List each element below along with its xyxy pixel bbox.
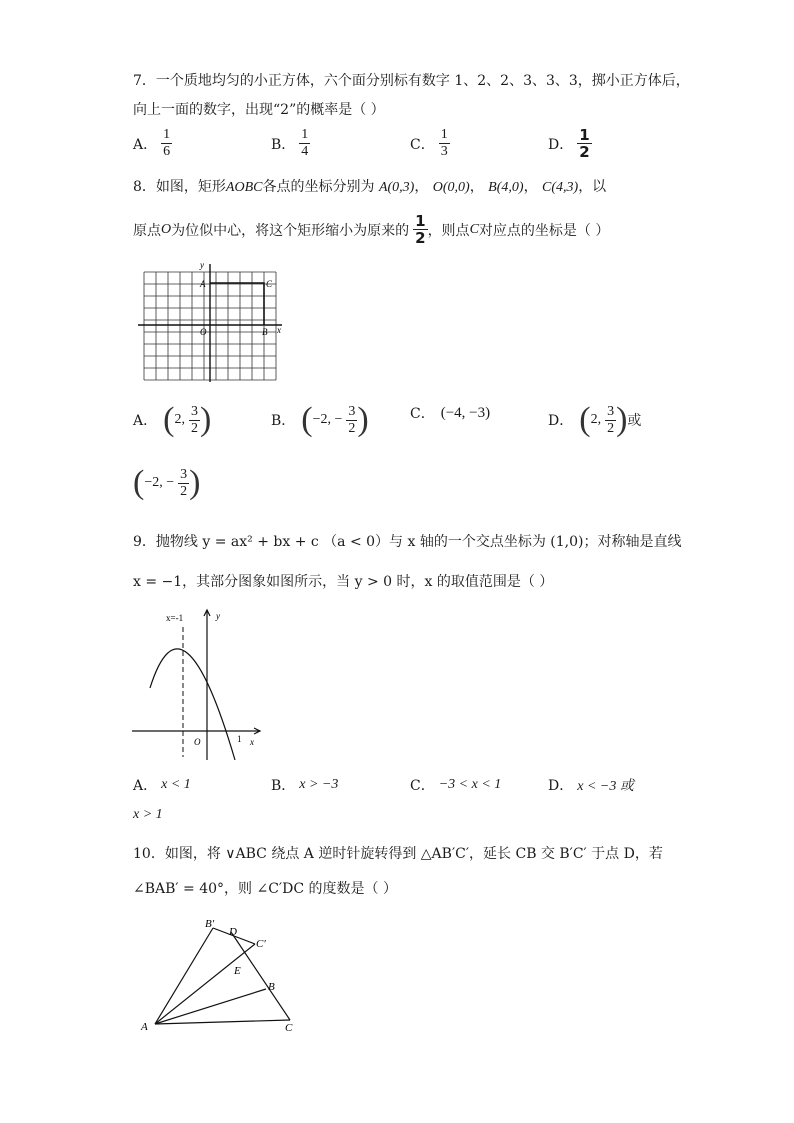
- fraction: $\frac{1}{6}$: [163, 127, 171, 159]
- rectangle-aobc: [210, 283, 264, 325]
- q7-option-a: [133, 127, 172, 160]
- q10-stem-line2: ∠BAB′ = 40°，则 ∠C′DC 的度数是（ ）: [133, 881, 397, 897]
- label-e: E: [234, 965, 241, 977]
- q7-option-b: [271, 127, 310, 160]
- q10-triangle-figure: [135, 912, 305, 1036]
- y-axis-label: y: [200, 260, 204, 270]
- q9-option-d-continued: x > 1: [133, 807, 163, 822]
- q7-option-d: [548, 127, 592, 160]
- fraction: $\frac{1}{2}$: [579, 126, 590, 161]
- q9-option-a: A． x < 1: [133, 777, 191, 794]
- q8-option-d: D． ( 2, $\frac{3}{2}$ ) 或: [548, 401, 642, 438]
- label-c: C: [266, 279, 273, 289]
- fraction: $\frac{1}{4}$: [301, 127, 309, 159]
- fraction-half: $\frac{1}{2}$: [415, 212, 426, 247]
- label-a: A: [200, 279, 206, 289]
- point-o: O(0,0): [432, 180, 470, 195]
- label-a: A: [141, 1021, 148, 1033]
- option-letter: A．: [133, 136, 158, 153]
- symmetry-label: x=-1: [166, 613, 184, 623]
- label-b: B: [268, 981, 275, 993]
- label-o: O: [200, 327, 207, 337]
- label-b: B: [262, 327, 268, 337]
- q9-stem-line2: x = −1，其部分图象如图所示，当 y > 0 时，x 的取值范围是（ ）: [133, 574, 554, 590]
- point-b: B(4,0): [488, 180, 524, 195]
- y-axis-label: y: [216, 611, 220, 621]
- option-letter: D．: [548, 136, 574, 153]
- q8-option-d-continued: ( −2, − $\frac{3}{2}$ ): [133, 464, 201, 501]
- q8-option-b: B． ( −2, − $\frac{3}{2}$ ): [271, 401, 369, 438]
- q8-option-a: A． ( 2, $\frac{3}{2}$ ): [133, 401, 212, 438]
- q8-grid-figure: [130, 258, 300, 384]
- option-letter: C．: [410, 136, 435, 153]
- q10-stem-line1: 10．如图，将 ∨ABC 绕点 A 逆时针旋转得到 △AB′C′，延长 CB 交 B′C′ 于点 D，若: [133, 846, 663, 862]
- q9-option-b: B． x > −3: [271, 777, 339, 794]
- origin-label: O: [194, 737, 201, 747]
- q7-option-c: [410, 127, 450, 160]
- x-axis-label: x: [277, 325, 281, 335]
- x-axis-label: x: [250, 737, 254, 747]
- q9-stem-line1: 9．抛物线 y = ax² + bx + c （a < 0）与 x 轴的一个交点坐标为 (1,0)；对称轴是直线: [133, 534, 682, 550]
- q9-option-d: D． x < −3 或: [548, 778, 634, 794]
- q9-option-c: C． −3 < x < 1: [410, 777, 502, 794]
- label-c-prime: C′: [256, 938, 266, 950]
- q8-option-c: C． (−4, −3): [410, 404, 491, 422]
- point-a: A(0,3): [378, 180, 415, 195]
- label-d: D: [229, 926, 237, 938]
- label-c: C: [285, 1022, 293, 1034]
- fraction: $\frac{1}{3}$: [440, 127, 448, 159]
- q9-parabola-figure: [130, 605, 265, 765]
- triangle-lines: [155, 928, 290, 1024]
- label-b-prime: B′: [205, 918, 215, 930]
- one-label: 1: [237, 734, 242, 744]
- q8-stem-line2: 原点 O 为位似中心，将这个矩形缩小为原来的 $\frac{1}{2}$ ，则点 C 对应点的坐标是（ ）: [133, 212, 610, 247]
- q7-stem-line2: 向上一面的数字，出现“2”的概率是（ ）: [133, 102, 385, 118]
- point-c: C(4,3): [542, 180, 579, 195]
- q7-stem-line1: 7．一个质地均匀的小正方体，六个面分别标有数字 1、2、2、3、3、3，掷小正方体后，: [133, 73, 690, 89]
- axes: [138, 264, 282, 382]
- q8-stem-line1: 8．如图，矩形AOBC各点的坐标分别为 A(0,3)， O(0,0)， B(4,0)， C(4,3)，以: [133, 179, 607, 195]
- option-letter: B．: [271, 136, 296, 153]
- parabola-curve: [150, 649, 235, 760]
